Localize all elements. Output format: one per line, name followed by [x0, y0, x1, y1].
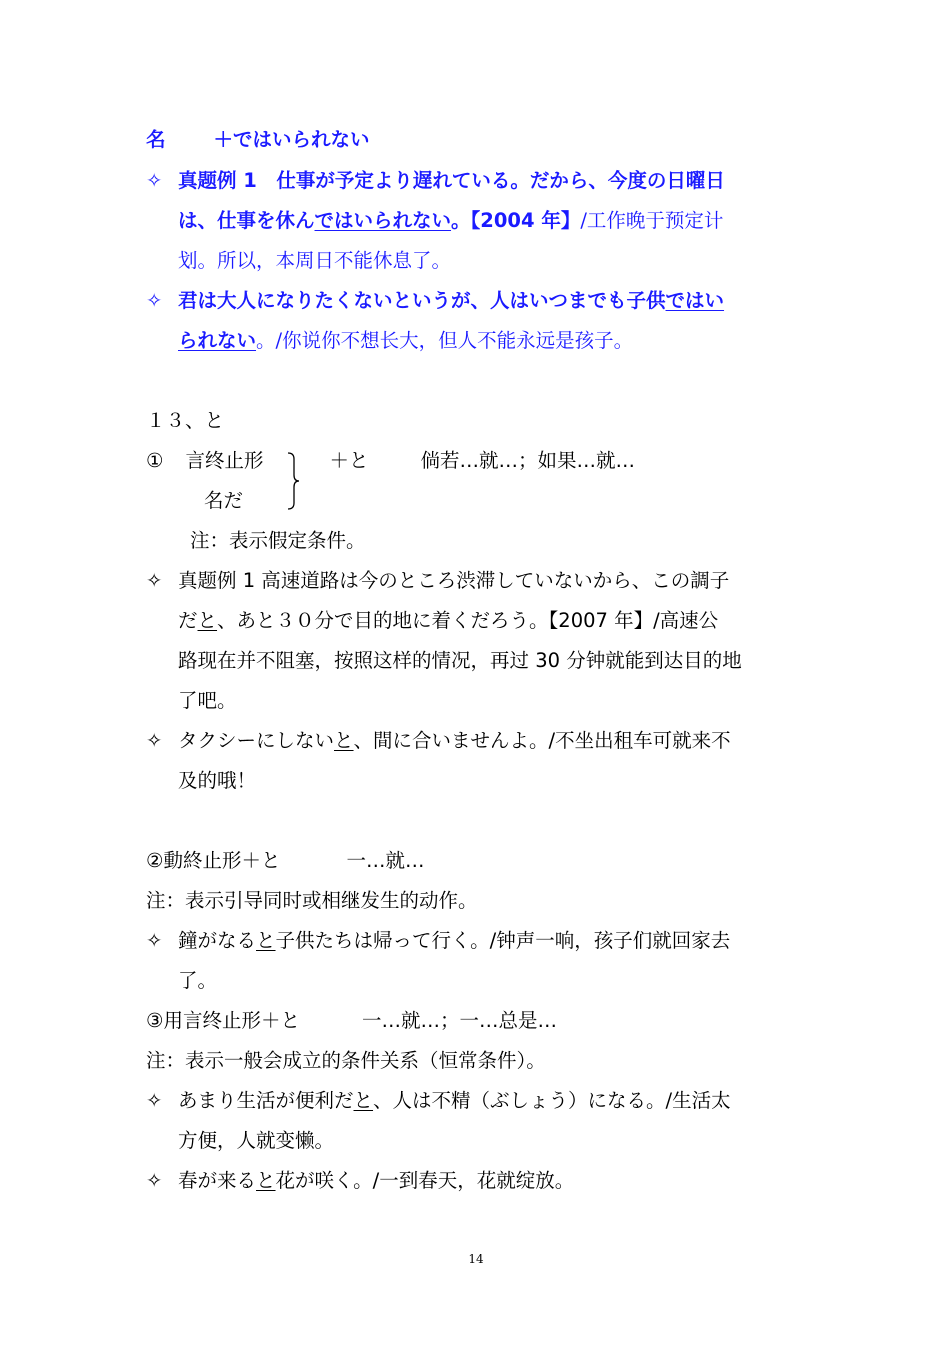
- example-text: [178, 727, 846, 755]
- underlined-text: と: [256, 929, 276, 952]
- text-span: 。【2004 年】: [451, 209, 581, 232]
- grammar-header-dewairarenai: [146, 126, 814, 154]
- underlined-text: られない: [178, 329, 257, 352]
- underlined-text: ではいられない: [314, 209, 452, 232]
- text-span: 花が咲く。/一到春天，花就绽放。: [275, 1169, 575, 1192]
- translation-text: 。/你说你不想长大，但人不能永远是孩子。: [256, 329, 634, 352]
- pattern-meaning: 倘若…就…；如果…就…: [420, 449, 636, 472]
- translation-text: /工作晚于预定计: [580, 209, 724, 232]
- text-span: 春が来る: [178, 1169, 257, 1192]
- pattern-form: 言终止形: [185, 449, 264, 472]
- grammar-pattern-2: [146, 847, 814, 875]
- example-text: [178, 327, 846, 355]
- translation-text: 了。: [178, 969, 218, 992]
- text-span: 、間に合いませんよ。/不坐出租车可就来不: [353, 729, 731, 752]
- translation-text: 方便，人就变懒。: [178, 1129, 335, 1152]
- underlined-text: と: [256, 1169, 276, 1192]
- underlined-text: と: [197, 609, 218, 632]
- header-noun: 名: [146, 128, 166, 151]
- example-text: [178, 607, 846, 635]
- grammar-pattern-1: [146, 447, 814, 475]
- text-span: 、人は不精（ぶしょう）になる。: [373, 1089, 666, 1112]
- pattern-meaning: 一…就…；一…总是…: [361, 1009, 557, 1032]
- pattern-form: ③用言终止形＋と: [146, 1009, 300, 1032]
- example-text: [178, 1167, 846, 1195]
- note-text: 注：表示引导同时或相继发生的动作。: [146, 889, 478, 912]
- translation-text: 及的哦！: [178, 769, 257, 792]
- translation-text: 路现在并不阻塞，按照这样的情况，再过 30 分钟就能到达目的地: [178, 649, 742, 672]
- grammar-pattern-3: [146, 1007, 814, 1035]
- example-text: [178, 207, 846, 235]
- text-span: あまり生活が便利だ: [178, 1089, 354, 1112]
- bullet-diamond-icon: ✧: [146, 1089, 163, 1112]
- bullet-diamond-icon: ✧: [146, 729, 163, 752]
- bullet-diamond-icon: ✧: [146, 1169, 163, 1192]
- pattern-form-noun: 名だ: [204, 489, 244, 512]
- text-span: 子供たちは帰って行く。/钟声一响，孩子们就回家去: [275, 929, 731, 952]
- text-span: 鐘がなる: [178, 929, 257, 952]
- example-text: [178, 1087, 846, 1115]
- section-title: １３、と: [146, 409, 225, 432]
- page-number: 14: [468, 1252, 484, 1266]
- text-span: タクシーにしない: [178, 729, 335, 752]
- translation-text: 划。所以，本周日不能休息了。: [178, 249, 452, 272]
- example-text: 真题例 1 仕事が予定より遅れている。だから、今度の日曜日: [178, 169, 725, 192]
- bullet-diamond-icon: ✧: [146, 929, 163, 952]
- note-text: 注：表示一般会成立的条件关系（恒常条件）。: [146, 1049, 546, 1072]
- bullet-diamond-icon: ✧: [146, 169, 163, 192]
- example-text: [178, 287, 846, 315]
- bullet-diamond-icon: ✧: [146, 569, 163, 592]
- text-span: は、仕事を休ん: [178, 209, 315, 232]
- underlined-text: と: [353, 1089, 374, 1112]
- pattern-form: ②動終止形＋と: [146, 849, 281, 872]
- text-span: 君は大人になりたくないというが、人はいつまでも子供: [178, 289, 666, 312]
- brace-icon: [286, 451, 300, 511]
- header-pattern: ＋ではいられない: [213, 128, 370, 151]
- translation-text: /生活太: [665, 1089, 731, 1112]
- example-text: 真题例 1 高速道路は今のところ渋滞していないから、この調子: [178, 569, 730, 592]
- underlined-text: ではい: [665, 289, 725, 312]
- text-span: 、あと３０分で目的地に着くだろう。【2007 年】/高速公: [217, 609, 719, 632]
- pattern-plus: ＋と: [329, 449, 369, 472]
- text-span: だ: [178, 609, 198, 632]
- bullet-diamond-icon: ✧: [146, 289, 163, 312]
- underlined-text: と: [334, 729, 354, 752]
- translation-text: 了吧。: [178, 689, 237, 712]
- circled-number: ①: [146, 449, 164, 472]
- note-text: 注：表示假定条件。: [190, 529, 366, 552]
- pattern-meaning: 一…就…: [346, 849, 425, 872]
- example-text: [178, 927, 846, 955]
